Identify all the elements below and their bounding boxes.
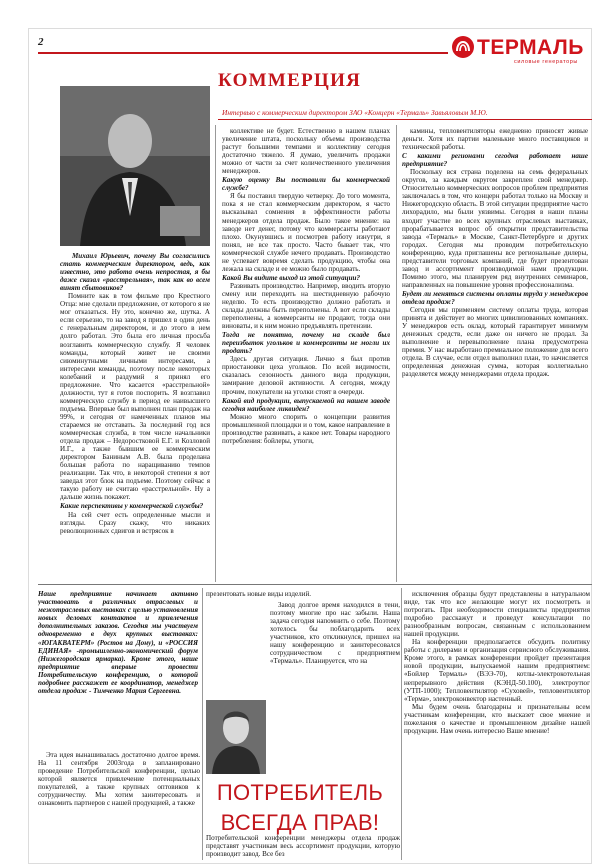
logo-tagline: силовые генераторы <box>514 59 578 65</box>
paragraph: Здесь другая ситуация. Лично я был против приостановки цеха угольков. По всей видимости, сказалась сезонность данного вида продукции, замирание деловой активности. А сегодня, между прочим, покупатели на уголки стоят в очереди. <box>222 355 390 396</box>
section-title: КОММЕРЦИЯ <box>218 70 362 91</box>
brand-logo <box>452 34 584 66</box>
paragraph: камины, тепловентиляторы ежедневно приносят живые деньги. Хотя их партии маленькие много поставщиков и технической работы. <box>402 127 588 152</box>
subtitle-rule <box>218 119 592 120</box>
paragraph: Я бы поставил твердую четверку. До того момента, пока я не стал коммерческим директором, я часто высказывал сомнения в эффективности работы менеджеров отдела продаж. Было такое мнение: на заводе нет денег, потому что коммерсанты работают плохо. Окунувшись и посмотрев работу изнутри, я понял, не все так просто. Часто бывает так, что коммерческой службе нечего продавать. Производство не успевает вовремя сделать продукцию, чтобы она лежала на складе и ее можно было продавать. <box>222 192 390 273</box>
paragraph: На сей счет есть определенные мысли и взгляды. Сразу скажу, что никаких революционных сдвигов и встрясок в <box>60 510 210 535</box>
bottom-col2-top: презентовать новые виды изделий. <box>206 590 312 598</box>
paragraph: На конференции предполагается обсудить политику работы с дилерами и организация сервисного обслуживания. Кроме этого, в рамках конференции пройдет презентация новой продукции, выпускаемой нашим предприятием: «Бойлер Термаль» (ВЭЭ-70), котлы-электрокотельная непрерывного действия (КЭНД-50.100), электроутюг (УТП-1000); Тепловентилятор «Суховей», тепловентилятор «Терма», электроконвектор настенный. <box>404 638 590 703</box>
bottom-column-3 <box>404 590 590 860</box>
slogan-headline <box>196 778 404 838</box>
director-photo <box>60 86 210 246</box>
paragraph: исключения образцы будут представлены в натуральном виде, так что все желающие могут их посмотреть и потрогать. При необходимости специалисты предприятия подробно расскажут и проведут консультации по разнообразным вопросам, связанным с использованием нашей продукции. <box>404 590 590 639</box>
question-heading: Тогда не понятно, почему на складе был переизбыток угольков и коммерсанты не могли их продать? <box>222 331 390 356</box>
paragraph: коллективе не будет. Естественно в нашем планах увеличение штата, поскольку объемы производства растут большими темпами и коллективу сегодня достаточно тяжело. Я думаю, увеличить продажи можно от части за счет количественного увеличения менеджеров. <box>222 127 390 176</box>
slogan-line-2: ВСЕГДА ПРАВ! <box>220 810 380 835</box>
column-divider <box>401 588 402 860</box>
paragraph: Можно много спорить о концепции развития промышленной площадки и о том, какое направление в производстве развивать, а какое нет. Товары народного потребления: бойлеры, утюги, <box>222 412 390 445</box>
logo-wordmark: ТЕРМАЛЬ <box>477 36 584 59</box>
column-divider <box>202 588 203 860</box>
paragraph: Помните как в том фильме про Крестного Отца: мне сделали предложение, от которого я не мог отказаться. Ну это, конечно же, шутка. А если серьезно, то на завод я пришел в один день с генеральным директором, и до этого в нем долго работал. Это была его личная просьба возглавить коммерческую службу. Я человек команды, который живет не своими сиюминутными личными интересами, а интересами команды, поэтому после некоторых колебаний и раздумий я принял его предложение. Что касается «расстрельной» должности, тут я готов поспорить. Я возглавил коммерческую службу в период ее наивысшего подъема. Впервые был выполнен план продаж на 99%, и сегодня от намеченных планов мы стараемся не отставать. За последний год вся коммерческая служба, в том числе начальники отдела продаж – Недоростковой Е.Г. и Козловой И.Г., а также бывшим ее коммерческим директором Баниным А.В. была проделана большая работа по наращиванию темпов реализации. Так что, в некоторой степени я вот заведал этот блок на подъеме. Поэтому сейчас я такую работу не считаю «расстрельной». Ну а дальше жизнь покажет. <box>60 292 210 502</box>
section-rule <box>38 584 592 585</box>
intro-question: Михаил Юрьевич, почему Вы согласились стать коммерческим директором, ведь, как известно, это работа очень непростая, я бы даже сказал «расстрельная», так как во всем винят сбытовиков? <box>60 252 210 293</box>
exhibition-note: Наше предприятие начинает активно участвовать в различных отраслевых и межотраслевых выставках с целью установления новых деловых контактов и привлечения дополнительных заказов. Сегодня мы участвуем одновременно в двух крупных выставках: «ЮГАКВАТЕРМ» (Ростов на Дону), и «РОССИЯ ЕДИНАЯ» -промышленно-экономический форум (Нижегородская ярмарка). Кроме этого, наше предприятие впервые провести Потребительскую конференцию, о которой подробнее расскажет ее координатор, менеджер отдела продаж - Тимченко Мария Сергеевна. <box>38 590 198 696</box>
question-heading: Будет ли меняться системы оплаты труда у менеджеров отдела продаж? <box>402 289 588 306</box>
bottom-col2-bottom: Потребительской конференции менеджеры отдела продаж представят участникам весь ассортимент продукции, которую производит завод. Все без <box>206 834 400 859</box>
logo-emblem-icon <box>452 36 474 58</box>
article-column-1 <box>60 252 210 582</box>
question-heading: С какими регионами сегодня работает наше предприятие? <box>402 152 588 169</box>
question-heading: Какой Вы видите выход из этой ситуации? <box>222 273 361 282</box>
header-rule <box>38 52 448 54</box>
column-divider <box>396 125 397 582</box>
page-number: 2 <box>38 36 44 48</box>
paragraph: Мы будем очень благодарны и признательны всем участникам конференции, кто высказет свое мнение и пожелания о качестве и промышленном дизайне нашей продукции. Нам очень интересно Ваше мнение! <box>404 702 590 735</box>
column-divider <box>215 125 216 582</box>
bottom-column-2 <box>270 601 400 776</box>
question-heading: Какие перспективы у коммерческой службы? <box>60 502 204 511</box>
bottom-column-1 <box>38 751 200 859</box>
paragraph: Завод долгое время находился в тени, поэтому многие про нас забыли. Наша задача сегодня напомнить о себе. Поэтому хотелось бы поблагодарить всех участников, кто откликнулся, пришел на нашу конференцию и заинтересовался сотрудничеством с предприятием «Термаль». Планируется, что на <box>270 601 400 666</box>
paragraph: Развивать производство. Например, вводить вторую смену или переходить на шестидневную рабочую неделю. То есть производство должно работать и склады должны быть переполнены. А вот если склады переполнены, а коммерсанты не продают, тогда они виноваты, и к ним можно предъявлять претензии. <box>222 281 390 331</box>
question-heading: Какой вид продукции, выпускаемой на нашем заводе сегодня наиболее ликвиден? <box>222 396 390 413</box>
slogan-line-1: ПОТРЕБИТЕЛЬ <box>216 780 384 805</box>
manager-photo <box>206 700 266 774</box>
paragraph: Сегодня мы применяем систему оплаты труда, которая принята и действует во многих цивилизованных компаниях. У менеджеров есть оклад, который гарантирует минимум денежных средств, если даже он ничего не продал. За выполнение и перевыполнение плана предусмотрена премия. У нас выработано премиальное положение для всего отдела. В случае, если отдел выполнил план, то начисляется определенная денежная сумма, которая коллегиально разделяется между менеджерами отдела продаж. <box>402 306 588 379</box>
interview-subtitle: Интервью с коммерческим директором ЗАО «Концерн «Термаль» Завьяловым М.Ю. <box>222 108 488 117</box>
paragraph: Эта идея вынашивалась достаточно долгое время. На 11 сентября 2003года в запланировано проведение Потребительской конференции, целью которой является привлечение потенциальных покупателей, а также крупных оптовиков к сотрудничеству. Мы хотим заинтересовать и ознакомить партнеров с нашей продукцией, а также <box>38 751 200 808</box>
paragraph: Поскольку вся страна поделена на семь федеральных округов, за каждым округом закреплен свой менеджер. Относительно коммерческих вопросов проблем предприятия заключалась в том, что концерн работал только на Москву и Нижегородскую область. В этой ситуации предприятие часто лихорадило, мы были уязвимы. Сегодня в наши планы входит участие во всех крупных отраслевых выставках, прорабатывается вопрос об открытии представительства завода «Термаль» в Москве, Санкт-Петербурге и других городах. Сегодня мы проводим потребительскую конференцию, куда приглашены все региональные дилеры, представители торговых компаний, где будет презентован завод и ассортимент производимой нами продукции. Помимо этого, мы планируем ряд внутренних семинаров, направленных на повышение уровня профессионализма. <box>402 168 588 289</box>
question-heading: Какую оценку Вы поставили бы коммерческой службе? <box>222 176 390 193</box>
article-column-3 <box>402 127 588 581</box>
article-column-2 <box>222 127 390 581</box>
